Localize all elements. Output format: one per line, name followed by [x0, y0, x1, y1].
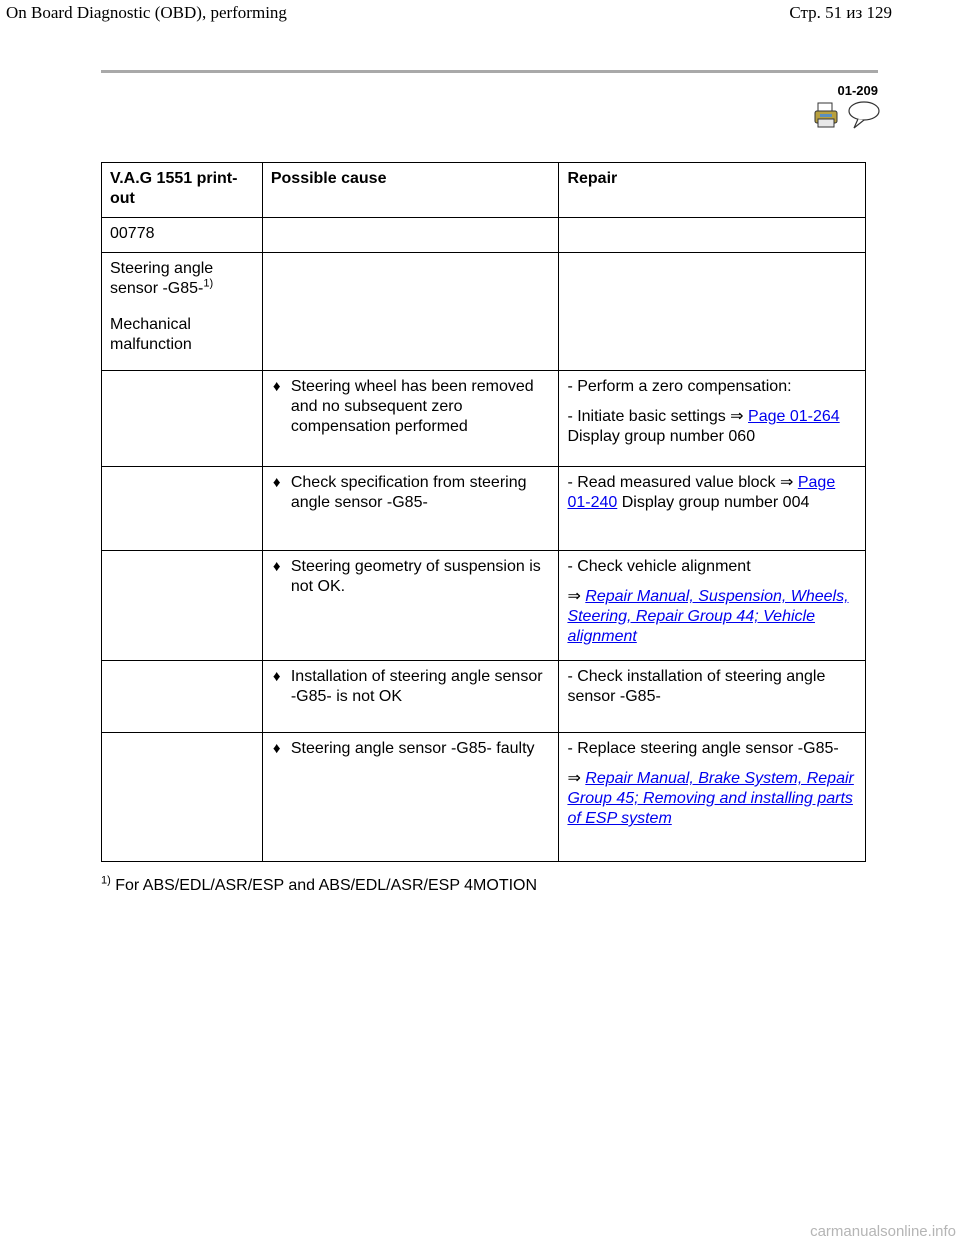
- component-name: Steering angle sensor -G85-: [110, 260, 214, 297]
- empty-cell: [102, 733, 263, 862]
- speech-bubble-icon[interactable]: [849, 102, 879, 128]
- symptom-text: Mechanical malfunction: [110, 316, 192, 353]
- repair-manual-link-suspension[interactable]: Repair Manual, Suspension, Wheels, Steering, Repair Group 44; Vehicle alignment: [567, 588, 849, 645]
- page-link-01-240[interactable]: Page 01-240: [567, 474, 836, 511]
- footnote: [101, 874, 538, 895]
- bullet-diamond-icon: ♦: [272, 740, 281, 757]
- component-cell: [102, 253, 263, 371]
- bullet-diamond-icon: ♦: [272, 558, 281, 575]
- toolbar-icons: [814, 101, 884, 131]
- watermark: carmanualsonline.info: [810, 1223, 956, 1240]
- repair-text: - Check installation of steering angle sensor -G85-: [567, 668, 826, 705]
- bullet-diamond-icon: ♦: [272, 378, 281, 395]
- component-row: [102, 253, 866, 371]
- diagnostic-table: [101, 162, 866, 862]
- footnote-text: For ABS/EDL/ASR/ESP and ABS/EDL/ASR/ESP 4MOTION: [110, 877, 538, 894]
- repair-cell: [559, 733, 866, 862]
- cause-text: Steering angle sensor -G85- faulty: [290, 740, 535, 757]
- table-row: [102, 661, 866, 733]
- cause-text: Installation of steering angle sensor -G85- is not OK: [290, 668, 543, 705]
- table-row: [102, 733, 866, 862]
- repair-cell: [559, 661, 866, 733]
- table-row: [102, 467, 866, 551]
- empty-cell: [559, 253, 866, 371]
- repair-text: Display group number 004: [617, 494, 810, 511]
- empty-cell: [262, 218, 559, 253]
- empty-cell: [102, 551, 263, 661]
- column-header-cause: Possible cause: [262, 163, 559, 218]
- empty-cell: [102, 467, 263, 551]
- page-counter: Стр. 51 из 129: [789, 3, 892, 22]
- document-title: On Board Diagnostic (OBD), performing: [6, 3, 287, 22]
- arrow-text: ⇒: [567, 770, 586, 787]
- footnote-marker: 1): [101, 874, 111, 887]
- fault-code: 00778: [102, 218, 263, 253]
- page-link-01-264[interactable]: Page 01-264: [748, 408, 840, 425]
- header-divider: [101, 70, 878, 73]
- column-header-printout: V.A.G 1551 print-out: [102, 163, 263, 218]
- cause-text: Steering geometry of suspension is not OK.: [290, 558, 541, 595]
- empty-cell: [102, 371, 263, 467]
- cause-text: Check specification from steering angle sensor -G85-: [290, 474, 527, 511]
- repair-text: Display group number 060: [567, 428, 756, 445]
- bullet-diamond-icon: ♦: [272, 668, 281, 685]
- column-header-repair: Repair: [559, 163, 866, 218]
- footnote-ref: 1): [203, 277, 214, 290]
- repair-cell: [559, 467, 866, 551]
- empty-cell: [102, 661, 263, 733]
- cause-cell: [262, 467, 559, 551]
- repair-text: - Read measured value block ⇒: [567, 474, 798, 491]
- empty-cell: [262, 253, 559, 371]
- repair-text: - Check vehicle alignment: [567, 558, 751, 575]
- printer-icon[interactable]: [815, 103, 837, 127]
- repair-text: - Initiate basic settings ⇒: [567, 408, 749, 425]
- cause-cell: [262, 661, 559, 733]
- cause-cell: [262, 371, 559, 467]
- empty-cell: [559, 218, 866, 253]
- fault-code-row: [102, 218, 866, 253]
- table-row: [102, 551, 866, 661]
- cause-text: Steering wheel has been removed and no subsequent zero compensation performed: [290, 378, 534, 435]
- table-header-row: [102, 163, 866, 218]
- repair-manual-link-brake-system[interactable]: Repair Manual, Brake System, Repair Group 45; Removing and installing parts of ESP system: [567, 770, 854, 827]
- repair-cell: [559, 551, 866, 661]
- bullet-diamond-icon: ♦: [272, 474, 281, 491]
- cause-cell: [262, 733, 559, 862]
- table-row: [102, 371, 866, 467]
- page-number: 01-209: [837, 83, 878, 98]
- repair-cell: [559, 371, 866, 467]
- repair-text: - Perform a zero compensation:: [567, 378, 792, 395]
- repair-text: - Replace steering angle sensor -G85-: [567, 740, 839, 757]
- cause-cell: [262, 551, 559, 661]
- arrow-text: ⇒: [567, 588, 586, 605]
